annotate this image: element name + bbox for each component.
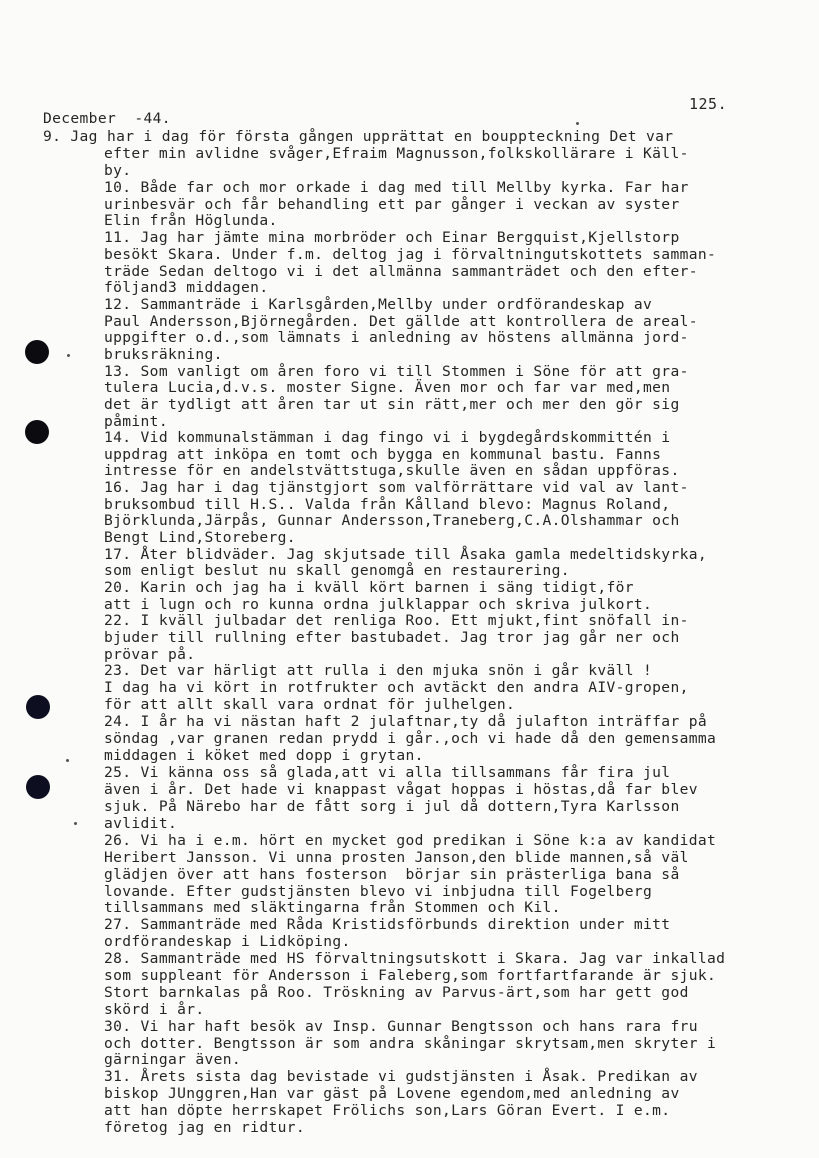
- paper-speck: [74, 822, 77, 825]
- text-line-44: 26. Vi ha i e.m. hört en mycket god predikan i Söne k:a av kandidat: [104, 832, 717, 849]
- text-line-28: som enligt beslut nu skall genomgå en restaurering.: [104, 562, 570, 579]
- text-line-21: uppdrag att inköpa en tomt och bygga en kommunal bastu. Fanns: [104, 446, 662, 463]
- binder-hole-1: [25, 340, 49, 364]
- text-line-16: 13. Som vanligt om åren foro vi till Stommen i Söne för att gra-: [104, 363, 689, 380]
- text-line-48: tillsammans med släktingarna från Stommen och Kil.: [104, 899, 561, 916]
- text-line-43: avlidit.: [104, 815, 178, 832]
- text-line-25: Björklunda,Järpås, Gunnar Andersson,Traneberg,C.A.Olshammar och: [104, 512, 680, 529]
- text-line-55: 30. Vi har haft besök av Insp. Gunnar Bengtsson och hans rara fru: [104, 1018, 698, 1035]
- text-line-38: söndag ,var granen redan prydd i går.,och vi hade då den gemensamma: [104, 730, 717, 747]
- text-line-60: att han döpte herrskapet Frölichs son,Lars Göran Evert. I e.m.: [104, 1102, 671, 1119]
- text-line-4: by.: [104, 162, 132, 179]
- text-line-29: 20. Karin och jag ha i kväll kört barnen i säng tidigt,för: [104, 579, 634, 596]
- text-line-35: I dag ha vi kört in rotfrukter och avtäckt den andra AIV-gropen,: [104, 679, 689, 696]
- text-line-56: och dotter. Bengtsson är som andra skåningar skrytsam,men skryter i: [104, 1035, 717, 1052]
- text-line-24: bruksombud till H.S.. Valda från Kålland blevo: Magnus Roland,: [104, 496, 671, 513]
- text-line-20: 14. Vid kommunalstämman i dag fingo vi i bygdegårdskommittén i: [104, 429, 671, 446]
- text-line-23: 16. Jag har i dag tjänstgjort som valförrättare vid val av lant-: [104, 479, 689, 496]
- page-number: 125.: [689, 95, 728, 113]
- text-line-42: sjuk. På Närebo har de fått sorg i jul då dottern,Tyra Karlsson: [104, 798, 680, 815]
- text-line-36: för att allt skall vara ordnat för julhelgen.: [104, 696, 516, 713]
- text-line-15: bruksräkning.: [104, 346, 223, 363]
- text-line-1: December -44.: [43, 110, 171, 127]
- text-line-51: 28. Sammanträde med HS förvaltningsutskott i Skara. Jag var inkallad: [104, 950, 726, 967]
- text-line-32: bjuder till rullning efter bastubadet. Jag tror jag går ner och: [104, 629, 680, 646]
- text-line-58: 31. Årets sista dag bevistade vi gudstjänsten i Åsak. Predikan av: [104, 1068, 698, 1085]
- text-line-31: 22. I kväll julbadar det renliga Roo. Ett mjukt,fint snöfall in-: [104, 612, 689, 629]
- text-line-47: lovande. Efter gudstjänsten blevo vi inbjudna till Fogelberg: [104, 883, 653, 900]
- text-line-13: Paul Andersson,Björnegården. Det gällde att kontrollera de areal-: [104, 313, 698, 330]
- text-line-59: biskop JUnggren,Han var gäst på Lovene egendom,med anledning av: [104, 1085, 680, 1102]
- paper-speck: [67, 354, 70, 357]
- text-line-3: efter min avlidne svåger,Efraim Magnusson,folkskollärare i Käll-: [104, 145, 689, 162]
- text-line-50: ordförandeskap i Lidköping.: [104, 933, 351, 950]
- text-line-53: Stort barnkalas på Roo. Tröskning av Parvus-ärt,som har gett god: [104, 984, 689, 1001]
- text-line-9: besökt Skara. Under f.m. deltog jag i förvaltningutskottets samman-: [104, 246, 717, 263]
- text-line-11: följand3 middagen.: [104, 279, 269, 296]
- text-line-19: påmint.: [104, 413, 168, 430]
- text-line-40: 25. Vi känna oss så glada,att vi alla tillsammans får fira jul: [104, 764, 671, 781]
- text-line-22: intresse för en andelstvättstuga,skulle även en sådan uppföras.: [104, 462, 680, 479]
- text-line-33: prövar på.: [104, 646, 196, 663]
- paper-speck: [66, 759, 69, 762]
- text-line-14: uppgifter o.d.,som lämnats i anledning av höstens allmänna jord-: [104, 329, 689, 346]
- text-line-17: tulera Lucia,d.v.s. moster Signe. Även mor och far var med,men: [104, 379, 671, 396]
- text-line-26: Bengt Lind,Storeberg.: [104, 529, 296, 546]
- text-line-8: 11. Jag har jämte mina morbröder och Einar Bergquist,Kjellstorp: [104, 229, 680, 246]
- binder-hole-3: [26, 695, 50, 719]
- text-line-2: 9. Jag har i dag för första gången upprättat en bouppteckning Det var: [43, 128, 674, 145]
- text-line-7: Elin från Höglunda.: [104, 212, 278, 229]
- text-line-49: 27. Sammanträde med Råda Kristidsförbunds direktion under mitt: [104, 916, 671, 933]
- text-line-41: även i år. Det hade vi knappast vågat hoppas i höstas,då far blev: [104, 781, 698, 798]
- text-line-6: urinbesvär och får behandling ett par gånger i veckan av syster: [104, 196, 680, 213]
- text-line-18: det är tydligt att åren tar ut sin rätt,mer och mer den gör sig: [104, 396, 680, 413]
- text-line-57: gärningar även.: [104, 1051, 242, 1068]
- text-line-5: 10. Både far och mor orkade i dag med till Mellby kyrka. Far har: [104, 179, 689, 196]
- text-line-34: 23. Det var härligt att rulla i den mjuka snön i går kväll !: [104, 662, 653, 679]
- text-line-61: företog jag en ridtur.: [104, 1119, 305, 1136]
- text-line-37: 24. I år ha vi nästan haft 2 julaftnar,ty då julafton inträffar på: [104, 713, 707, 730]
- paper-speck: [576, 122, 579, 125]
- text-line-39: middagen i köket med dopp i grytan.: [104, 747, 424, 764]
- text-line-45: Heribert Jansson. Vi unna prosten Janson,den blide mannen,så väl: [104, 849, 689, 866]
- binder-hole-4: [26, 775, 50, 799]
- text-line-46: glädjen över att hans fosterson börjar sin prästerliga bana så: [104, 866, 680, 883]
- text-line-52: som suppleant för Andersson i Faleberg,som fortfartfarande är sjuk.: [104, 967, 717, 984]
- text-line-12: 12. Sammanträde i Karlsgården,Mellby under ordförandeskap av: [104, 296, 653, 313]
- text-line-10: träde Sedan deltogo vi i det allmänna sammanträdet och den efter-: [104, 263, 698, 280]
- text-line-27: 17. Åter blidväder. Jag skjutsade till Åsaka gamla medeltidskyrka,: [104, 546, 707, 563]
- binder-hole-2: [25, 420, 49, 444]
- text-line-30: att i lugn och ro kunna ordna julklappar och skriva julkort.: [104, 596, 653, 613]
- text-line-54: skörd i år.: [104, 1001, 205, 1018]
